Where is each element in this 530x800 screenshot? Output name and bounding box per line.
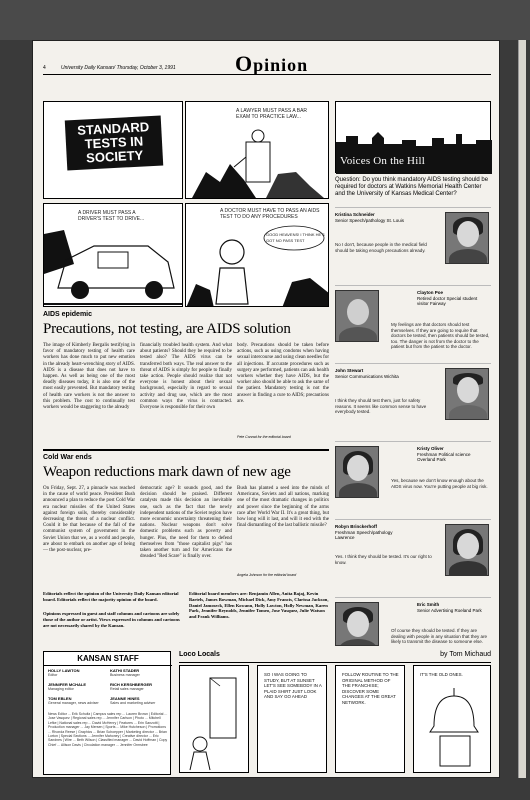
voices-on-the-hill-banner bbox=[335, 101, 491, 173]
editorial-board-list: Editorial board members are: Benjamin Allen, Anita Bajaj, Kevin Bartels, James Bowman, Michael Dick, Amy Francis, Clarissa Jackson, Daniel Jamoseck, Ellen Kowanu, Holly Lawton, Holly Newman, Karen Park, Jennifer Reynolds, Jennifer Tomeo, Jose Vasquez, Julie Watson and Frank Williams. bbox=[189, 591, 329, 620]
comic-bell-drawing bbox=[414, 666, 491, 773]
respondent-detail: Senior Communications Wichita bbox=[335, 373, 399, 379]
respondent-quote: Of course they should be tested. If they are dealing with people in any situation that they are likely to transmit the disease to someone else. bbox=[391, 628, 488, 644]
editorial-kicker: AIDS epidemic bbox=[43, 311, 93, 318]
staff-entry: HOLLY LAWTON Editor bbox=[48, 668, 80, 677]
voices-question: Question: Do you think mandatory AIDS testing should be required for doctors at Watkins Memorial Health Center and the University of Kansas Medical Center? bbox=[335, 177, 489, 197]
staff-entry: JENNIFER MCHALE Managing editor bbox=[48, 682, 87, 691]
comic-panel-4 bbox=[413, 665, 491, 773]
skyline-icon bbox=[336, 132, 492, 152]
cartoon-panel-lawyer bbox=[185, 101, 329, 199]
cartoon-panel-doctor bbox=[185, 203, 329, 307]
cartoon-caption: A DOCTOR MUST HAVE TO PASS AN AIDS TEST TO DO ANY PROCEDURES bbox=[220, 208, 320, 220]
editorial-kicker: Cold War ends bbox=[43, 454, 92, 461]
respondent-5 bbox=[335, 519, 491, 595]
cartoon-title: STANDARD TESTS IN SOCIETY bbox=[65, 116, 163, 171]
respondent-name: John Stewart bbox=[335, 368, 364, 373]
cartoon-doctor-drawing bbox=[186, 204, 329, 307]
staff-entry: KATHI STADER Business manager bbox=[110, 668, 140, 677]
respondent-photo bbox=[445, 524, 489, 576]
scan-background-top bbox=[0, 0, 530, 40]
respondent-name: Kristina Schneider bbox=[335, 212, 375, 217]
masthead-line: University Daily Kansan/ Thursday, October 3, 1991 bbox=[61, 65, 176, 71]
editorial-headline: Precautions, not testing, are AIDS solution bbox=[43, 321, 291, 337]
page-header bbox=[43, 47, 491, 75]
cartoon-car-drawing bbox=[44, 204, 183, 307]
respondent-2 bbox=[335, 285, 491, 361]
comic-byline: by Tom Michaud bbox=[440, 651, 491, 658]
respondent-photo bbox=[335, 446, 379, 498]
editorial-column-2: financially troubled health system. And what about patients? Should they be required to be tested also? The AIDS virus can be transferred both ways. The real answer to the threat of AIDS is simply for people to finally take action. People should realize that not everyone is honest about their sexual background, especially in regard to sexual activity and drug use, which are the most common ways the virus is contracted. Everyone is responsible for their own bbox=[140, 343, 232, 411]
comic-panel-text: IT'S THE OLD ONES. bbox=[420, 672, 463, 677]
respondent-6 bbox=[335, 597, 491, 651]
comic-panel-1 bbox=[179, 665, 249, 773]
staff-entry: JEANNE HINES Sales and marketing adviser bbox=[110, 696, 156, 705]
respondent-1 bbox=[335, 207, 491, 283]
kansan-staff-box bbox=[43, 651, 171, 775]
respondent-name: Eric Smith bbox=[417, 602, 440, 607]
respondent-3 bbox=[335, 363, 491, 439]
respondent-quote: Yes. I think they should be tested. It's our right to know. bbox=[335, 554, 432, 565]
respondent-quote: My feelings are that doctors should test themselves. If they are going to require that doctors be tested, then patients should be tested, too. The danger is not from the doctor to the patient but from the patient to the doctor. bbox=[391, 322, 490, 349]
staff-entry: TOM EBLEN General manager, news adviser bbox=[48, 696, 99, 705]
editorial-column-3: body. Precautions should be taken before actions, such as using condoms when having sexual intercourse and using clean needles for all injections. If accurate procedures such as surgery are performed, patients can ask health workers whether they have AIDS, but the worker also should be able to ask the same of the patient. Mandatory testing is not the answer in finding a cure to AIDS; precautions are. bbox=[237, 343, 329, 404]
respondent-quote: No I don't, because people in the medical field should be taking enough precautions already. bbox=[335, 242, 427, 253]
comic-panel-text: FOLLOW ROUTINE TO THE ORIGINAL METHOD OF THE FRANCHISE; DISCOVER SOME CHANGES AT THE GREAT NETWORK. bbox=[342, 672, 399, 705]
comic-panel-3 bbox=[335, 665, 405, 773]
comic-panel-2 bbox=[257, 665, 327, 773]
staff-entry: RICH KERSHBERGER Retail sales manager bbox=[110, 682, 153, 691]
editorial-credit: Angela Johnson for the editorial board bbox=[237, 573, 297, 577]
editorial-credit: Pete Conrad for the editorial board bbox=[237, 435, 291, 439]
respondent-detail: Freshman Speech/pathology Lawrence bbox=[335, 529, 393, 540]
column-policy: Opinions expressed in guest and staff columns and cartoons are solely those of the author or artist. Views expressed in columns and cartoons are not necessarily shared by the Kansan. bbox=[43, 611, 180, 628]
newspaper-page bbox=[32, 40, 500, 778]
scan-background-bottom bbox=[0, 778, 530, 800]
cartoon-panel-standard-tests bbox=[43, 101, 183, 199]
staff-roster: News Editor ... Erik Schultz | Campus sales rep ... Lauren Brown | Editorial ... Jose Vasquez | Regional sales rep ... Jennifer Carlson | Photo ... Mitchell Lefke | National sales rep ... David McHenry | Features ... Erin Sanzotti | Production manager ... Jay Mersen | Sports ... Mike Hutcheson | Promotions ... Rhonda Reese | Graphics ... Brian Schoepper | Marketing director ... Brian Lorton | Special Sections ... Jennifer Mahoney | Creative director ... Eric Sandnes | Wire ... Beth Wilson | Classified manager ... David Hoffman | Copy Chief ... Allison Davis | Circulation manager ... Jennifer Ormsbee bbox=[48, 712, 168, 747]
cartoon-caption: A LAWYER MUST PASS A BAR EXAM TO PRACTICE LAW... bbox=[236, 108, 308, 120]
editorial-cold-war bbox=[43, 449, 329, 649]
editorial-policy: Editorials reflect the opinion of the University Daily Kansan editorial board. Editorials reflect the majority opinion of the board. bbox=[43, 591, 179, 602]
respondent-name: Clayton Poe bbox=[417, 290, 444, 295]
respondent-quote: I think they should test them, just for safety reasons. It seems like common sense to have everybody tested. bbox=[335, 398, 427, 414]
respondent-detail: Senior Speech/pathology St. Louis bbox=[335, 217, 405, 223]
staff-title: KANSAN STAFF bbox=[44, 654, 172, 666]
comic-panel-drawing bbox=[180, 666, 249, 773]
editorial-headline: Weapon reductions mark dawn of new age bbox=[43, 464, 291, 480]
page-spine-edge bbox=[518, 40, 526, 778]
respondent-4 bbox=[335, 441, 491, 517]
editorial-column-2: democratic age? It sounds good, and the decision should be praised. Different catalysts made this decision an inevitable one, such as the fact that the newly independent nations of the Soviet region have more economic uncertainty threatening their nations. Nuclear weapons don't solve domestic problems such as poverty and hunger. Plus, the need for them to defend themselves from "those capitalist pigs" has taken another turn and for Americans the dreaded "Red Scare" is finally over. bbox=[140, 486, 232, 560]
respondent-name: Kristy Oliver bbox=[417, 446, 444, 451]
section-title: Opinion bbox=[235, 51, 309, 76]
editorial-aids bbox=[43, 311, 329, 445]
respondent-name: Robyn Brinckerhoff bbox=[335, 524, 378, 529]
page-number: 4 bbox=[43, 65, 46, 71]
respondent-photo bbox=[335, 602, 379, 646]
editorial-column-1: The image of Kimberly Bergalis testifying in favor of mandatory testing of health care workers has done much to put new emotion in the already heart-wrenching story of AIDS. AIDS is a disease that does not have to happen. As well as being one of the most deadly diseases today, it is also one of the most easily prevented. But mandatory testing of health care workers is not the answer to this problem. The cost to continually test workers would be staggering to the already bbox=[43, 343, 135, 411]
comic-title: Loco Locals bbox=[179, 651, 220, 658]
editorial-column-3: Bush has planted a seed into the minds of Americans, Soviets and all nations, marking one of the most dramatic changes in politics and power since the beginning of the arms race after World War II. It's a great thing, but how long will it last, and will it end with the final dismantling of the last ballistic missile? bbox=[237, 486, 329, 529]
respondent-detail: Freshman Political science Overland Park bbox=[417, 451, 471, 462]
voices-title: Voices On the Hill bbox=[340, 155, 425, 167]
cartoon-lawyer-drawing bbox=[186, 102, 329, 199]
respondent-photo bbox=[335, 290, 379, 342]
respondent-photo bbox=[445, 368, 489, 420]
respondent-detail: Senior Advertising Roeland Park bbox=[417, 607, 482, 613]
comic-header bbox=[179, 651, 491, 663]
respondent-quote: Yes, because we don't know enough about the AIDS virus now. You're putting people at big risk. bbox=[391, 478, 488, 489]
cartoon-caption: A DRIVER MUST PASS A DRIVER'S TEST TO DRIVE... bbox=[78, 210, 145, 222]
respondent-photo bbox=[445, 212, 489, 264]
comic-panel-text: SO I WAS GOING TO STUDY, BUT AT SUNSET LET'S SEE SOMEBODY IN A PLAID SHIRT JUST LOOK AND SAY GO AHEAD bbox=[264, 672, 322, 700]
cartoon-panel-driver bbox=[43, 203, 183, 307]
editorial-column-1: On Friday, Sept. 27, a pinnacle was reached in the cause of world peace. President Bush announced a plan to reduce the post Cold War era nuclear missiles of the United States against foreign soils, thereby considerably decreasing the threat of a nuclear conflict. Could it be that because of the fall of the communist system of government in the Soviet Union that we, as a world and people, are about to embark on another age of being — the post-nuclear, pre- bbox=[43, 486, 135, 554]
cartoon-speech-bubble: GOOD HEAVENS! I THINK HE'S GOT NO PASS TEST bbox=[266, 232, 325, 243]
respondent-detail: Retired doctor Special student visitor Fairway bbox=[417, 295, 478, 306]
